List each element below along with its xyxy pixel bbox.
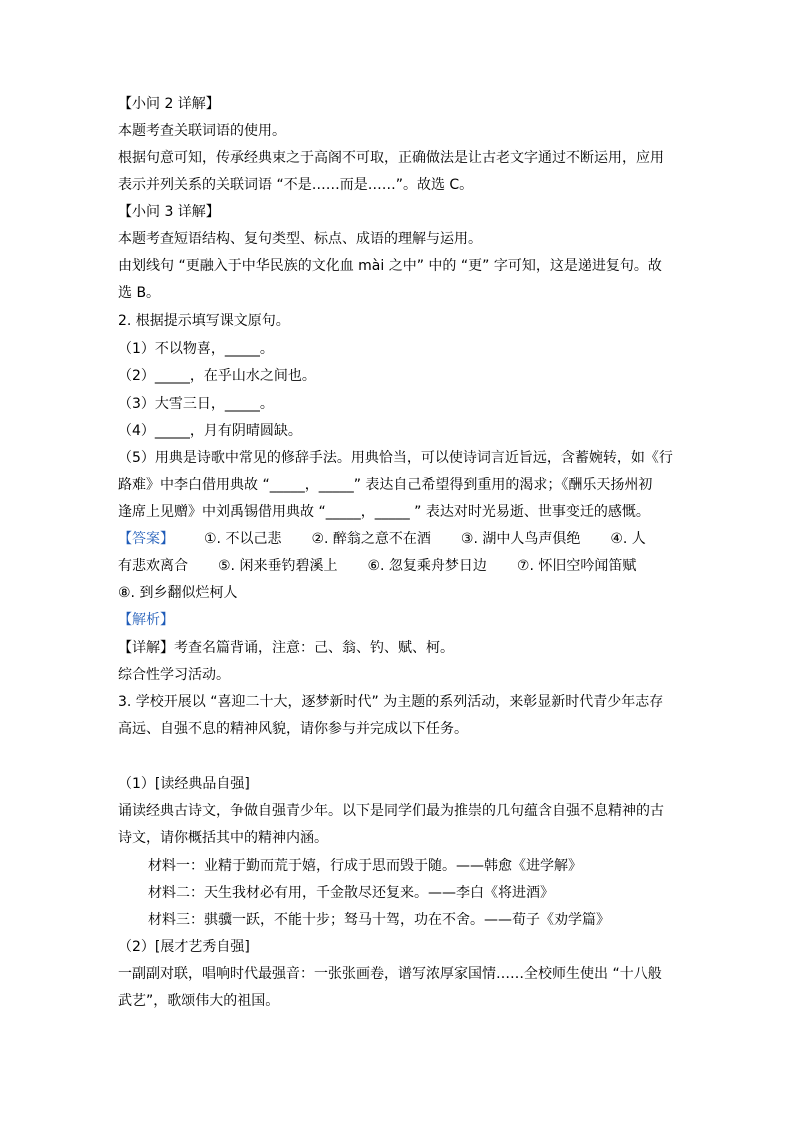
q3-heading: 【小问 3 详解】 bbox=[118, 204, 220, 220]
task-1-heading: （1）[读经典品自强] bbox=[118, 776, 250, 792]
question-3-line-1: 3. 学校开展以 “喜迎二十大，逐梦新时代” 为主题的系列活动，来彰显新时代青少年志存 bbox=[118, 694, 664, 710]
task-2-line-2: 武艺”，歌颂伟大的祖国。 bbox=[118, 993, 280, 1009]
question-2-item-3: （3）大雪三日，_____。 bbox=[118, 396, 274, 412]
analysis-label: 【解析】 bbox=[118, 612, 174, 628]
q2-line-3: 表示并列关系的关联词语 “不是……而是……”。故选 C。 bbox=[118, 177, 474, 193]
task-1-line-2: 诗文，请你概括其中的精神内涵。 bbox=[118, 830, 328, 846]
answer-4-part-2: 有悲欢离合 bbox=[118, 558, 188, 574]
material-2: 材料二：天生我材必有用，千金散尽还复来。——李白《将进酒》 bbox=[148, 885, 554, 901]
task-2-heading: （2）[展才艺秀自强] bbox=[118, 939, 250, 955]
material-3: 材料三：骐骥一跃，不能十步；驽马十驾，功在不舍。——荀子《劝学篇》 bbox=[148, 912, 610, 928]
answer-5: ⑤. 闲来垂钓碧溪上 bbox=[218, 558, 338, 574]
q3-line-3: 选 B。 bbox=[118, 285, 161, 301]
answer-7: ⑦. 怀旧空吟闻笛赋 bbox=[516, 558, 637, 574]
section-title: 综合性学习活动。 bbox=[118, 667, 230, 683]
question-2-item-1: （1）不以物喜，_____。 bbox=[118, 341, 274, 357]
answer-3: ③. 湖中人鸟声俱绝 bbox=[460, 531, 581, 547]
q2-line-1: 本题考查关联词语的使用。 bbox=[118, 123, 286, 139]
question-3-line-2: 高远、自强不息的精神风貌，请你参与并完成以下任务。 bbox=[118, 721, 468, 737]
q3-line-1: 本题考查短语结构、复句类型、标点、成语的理解与运用。 bbox=[118, 231, 482, 247]
answer-line-2 bbox=[118, 557, 678, 575]
answer-2: ②. 醉翁之意不在酒 bbox=[311, 531, 431, 547]
material-1: 材料一：业精于勤而荒于嬉，行成于思而毁于随。——韩愈《进学解》 bbox=[148, 858, 582, 874]
question-2-title: 2. 根据提示填写课文原句。 bbox=[118, 313, 290, 329]
question-2-item-5-line-1: （5）用典是诗歌中常见的修辞手法。用典恰当，可以使诗词言近旨远，含蓄婉转，如《行 bbox=[118, 450, 673, 466]
answer-8: ⑧. 到乡翻似烂柯人 bbox=[118, 585, 238, 601]
answer-line-1 bbox=[118, 530, 678, 548]
question-2-item-5-line-2: 路难》中李白借用典故 “_____，_____” 表达自己希望得到重用的渴求；《酬乐天扬州初 bbox=[118, 477, 653, 493]
answer-label: 【答案】 bbox=[118, 531, 174, 547]
task-2-line-1: 一副副对联，唱响时代最强音：一张张画卷，谱写浓厚家国情……全校师生使出 “十八般 bbox=[118, 966, 662, 982]
q2-line-2: 根据句意可知，传承经典束之于高阁不可取，正确做法是让古老文字通过不断运用，应用 bbox=[118, 150, 664, 166]
question-2-item-2: （2）_____，在乎山水之间也。 bbox=[118, 368, 316, 384]
task-1-line-1: 诵读经典古诗文，争做自强青少年。以下是同学们最为推崇的几句蕴含自强不息精神的古 bbox=[118, 803, 664, 819]
question-2-item-4: （4）_____，月有阴晴圆缺。 bbox=[118, 423, 302, 439]
answer-1: ①. 不以己悲 bbox=[204, 531, 282, 547]
question-2-item-5-line-3: 逢席上见赠》中刘禹锡借用典故 “_____，_____ ” 表达对时光易逝、世事变迁的感慨。 bbox=[118, 504, 650, 520]
answer-4-part-1: ④. 人 bbox=[610, 531, 646, 547]
q2-heading: 【小问 2 详解】 bbox=[118, 96, 220, 112]
answer-6: ⑥. 忽复乘舟梦日边 bbox=[367, 558, 487, 574]
detail-text: 【详解】考查名篇背诵，注意：己、翁、钓、赋、柯。 bbox=[118, 640, 454, 656]
q3-line-2: 由划线句 “更融入于中华民族的文化血 mài 之中” 中的 “更” 字可知，这是递进复句。故 bbox=[118, 258, 662, 274]
